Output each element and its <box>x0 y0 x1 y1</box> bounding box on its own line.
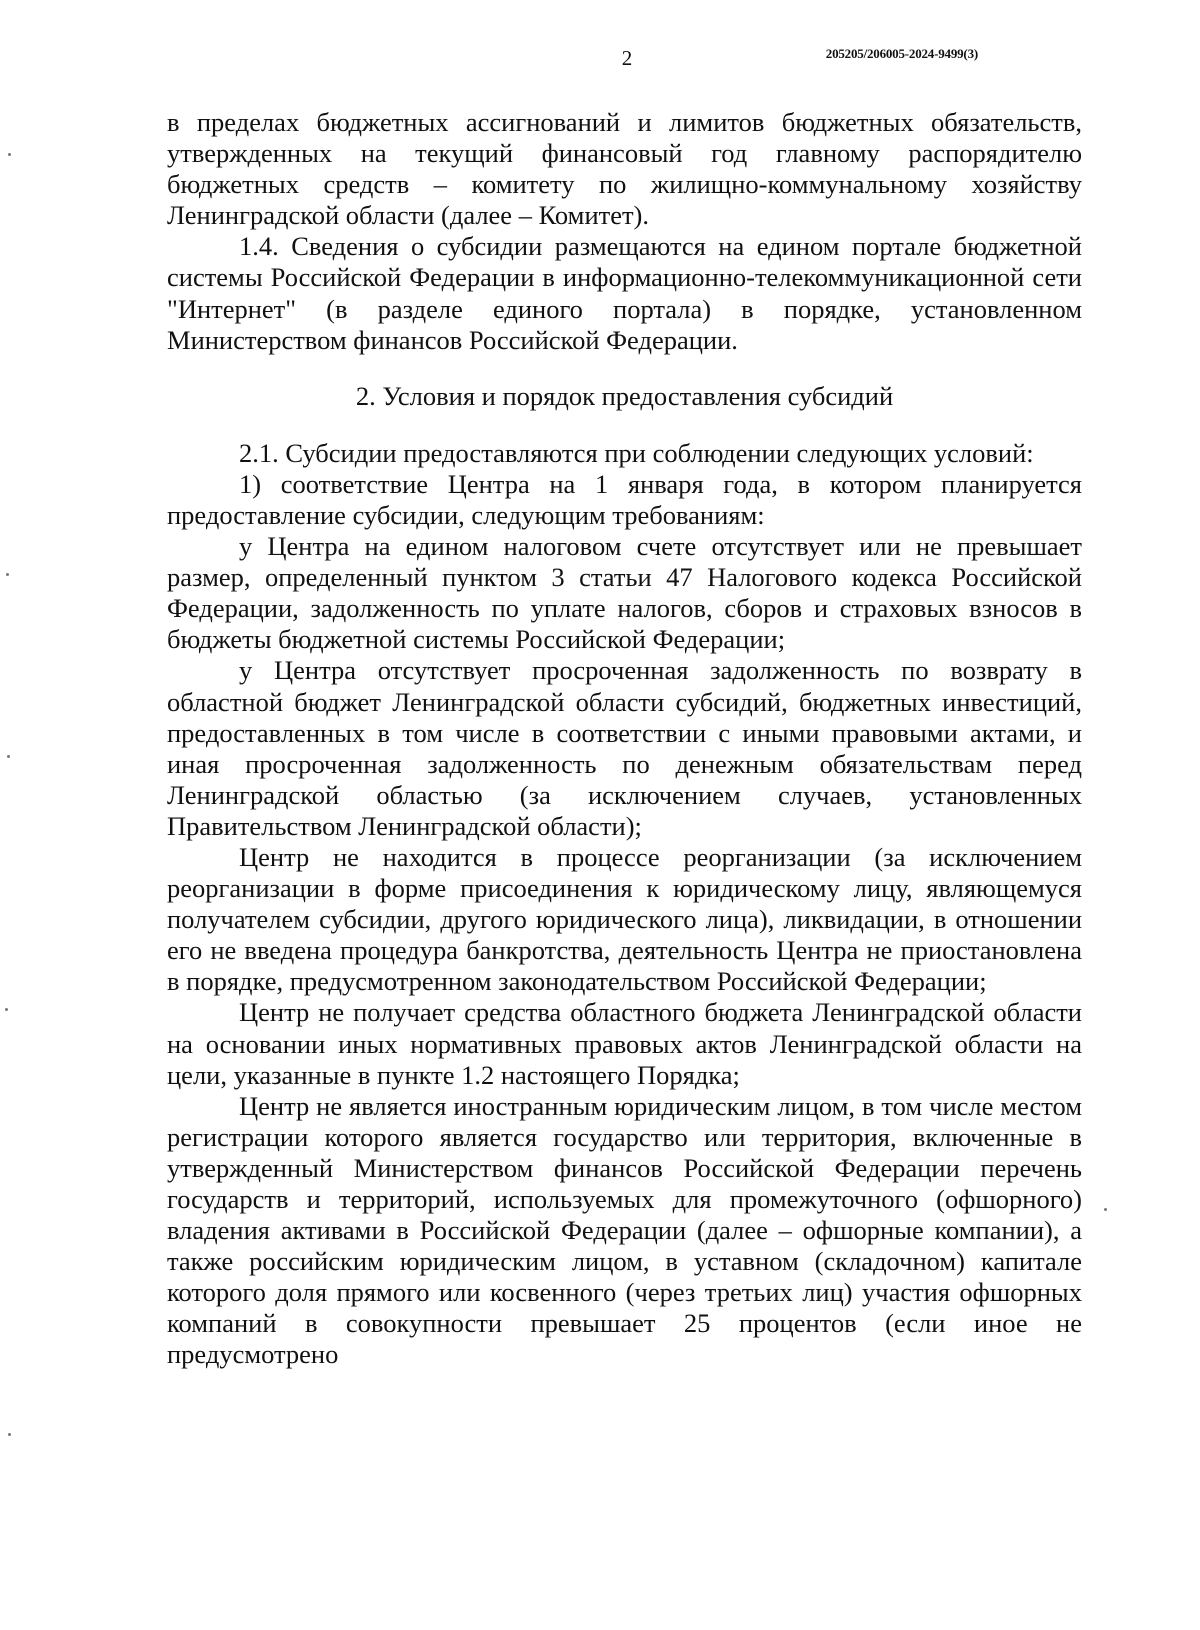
paragraph-2-1: 2.1. Субсидии предоставляются при соблюдении следующих условий: <box>239 437 1034 468</box>
paragraph-overdue-debt: у Центра отсутствует просроченная задолженность по возврату в областной бюджет Ленинградской области субсидий, бюджетных инвестиций, предоставленных в том числе в соответствии с иными правовыми актами, и иная просроченная задолженность по денежным обязательствам перед Ленинградской областью (за исключением случаев, установленных Правительством Ленинградской области); <box>167 655 1082 841</box>
section-heading: 2. Условия и порядок предоставления субсидий <box>355 380 894 411</box>
paragraph-other-funds: Центр не получает средства областного бюджета Ленинградской области на основании иных нормативных правовых актов Ленинградской области на цели, указанные в пункте 1.2 настоящего Порядка; <box>167 997 1082 1090</box>
paragraph-tax-debt: у Центра на едином налоговом счете отсутствует или не превышает размер, определенный пунктом 3 статьи 47 Налогового кодекса Российской Федерации, задолженность по уплате налогов, сборов и страховых взносов в бюджеты бюджетной системы Российской Федерации; <box>167 531 1082 655</box>
paragraph-condition-1: 1) соответствие Центра на 1 января года, в котором планируется предоставление субсидии, следующим требованиям: <box>167 468 1082 530</box>
document-body <box>167 107 1082 1371</box>
document-registration-number: 205205/206005-2024-9499(3) <box>825 46 978 61</box>
scan-speck <box>8 1433 11 1436</box>
scan-speck <box>6 573 9 576</box>
scan-speck <box>5 1008 8 1011</box>
paragraph-budget-limits: в пределах бюджетных ассигнований и лимитов бюджетных обязательств, утвержденных на текущий финансовый год главному распорядителю бюджетных средств – комитету по жилищно-коммунальному хозяйству Ленинградской области (далее – Комитет). <box>167 107 1082 231</box>
scan-speck <box>7 755 10 758</box>
paragraph-reorganization: Центр не находится в процессе реорганизации (за исключением реорганизации в форме присоединения к юридическому лицу, являющемуся получателем субсидии, другого юридического лица), ликвидации, в отношении его не введена процедура банкротства, деятельность Центра не приостановлена в порядке, предусмотренном законодательством Российской Федерации; <box>167 841 1082 997</box>
paragraph-offshore: Центр не является иностранным юридическим лицом, в том числе местом регистрации которого является государство или территория, включенные в утвержденный Министерством финансов Российской Федерации перечень государств и территорий, используемых для промежуточного (офшорного) владения активами в Российской Федерации (далее – офшорные компании), а также российским юридическим лицом, в уставном (складочном) капитале которого доля прямого или косвенного (через третьих лиц) участия офшорных компаний в совокупности превышает 25 процентов (если иное не предусмотрено <box>167 1090 1082 1370</box>
scan-speck <box>1104 1208 1107 1211</box>
page-number: 2 <box>621 46 633 70</box>
paragraph-1-4: 1.4. Сведения о субсидии размещаются на едином портале бюджетной системы Российской Федерации в информационно-телекоммуникационной сети "Интернет" (в разделе единого портала) в порядке, установленном Министерством финансов Российской Федерации. <box>167 231 1082 355</box>
scan-speck <box>8 153 11 156</box>
